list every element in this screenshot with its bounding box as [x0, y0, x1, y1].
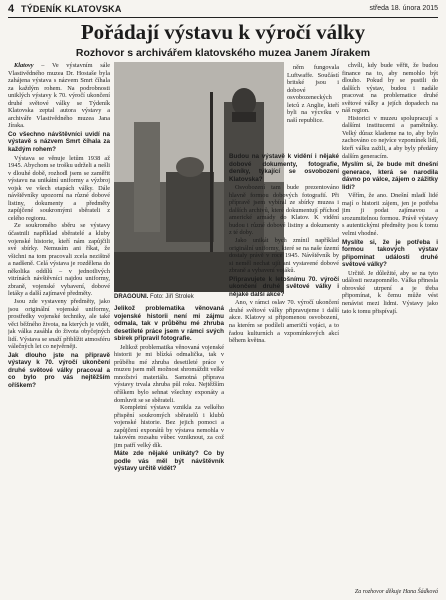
- question-4: Máte zde nějaké unikáty? Co by podle vás měl být návštěvník výstavy určitě vidět?: [114, 450, 224, 473]
- headline: Pořádají výstavu k výročí války: [80, 20, 366, 44]
- article-column-2: [114, 304, 224, 594]
- answer-paragraph: Určitě. Je důležité, aby se na tyto události nezapomnělo. Válka přinesla obrovské utrpení a je třeba připomínat, k čemu může vést nenávist mezi lidmi. Výstavy jako tato k tomu přispívají.: [342, 269, 438, 315]
- article-column-3-top: [287, 64, 339, 150]
- question-5: Budou na výstavě k vidění i nějaké dobové dokumenty, fotografie, deníky, týkající se osvobození Klatovska?: [229, 153, 339, 183]
- question-7: Myslím si, že bude mít dnešní generace, která se narodila dávno po válce, zájem o zážitky lidí?: [342, 161, 438, 191]
- answer-paragraph: Kompletní výstava vznikla za velkého přispění soukromých sběratelů i klubů vojenské historie. Bez jejich pomoci a zapůjčení exponátů by výstava nemohla v takovém rozsahu vůbec vzniknout, za což jim patří velký dík.: [114, 404, 224, 449]
- answer-paragraph: chvíli, kdy bude věřit, že budou finance na to, aby nemohlo být dlouho. Pokud by se pustili do dalších výstav, budou i nadále pracovat na problematice druhé světové války a jejích dopadech na náš region.: [342, 62, 438, 115]
- answer-paragraph: Ze soukromého sběru se výstavy účastnili například sběratelé a kluby vojenské historie, kteří nám zapůjčili své sbírky. Nemusím ani říkat, že všichni na tom pracovali zcela nezištně a nadšeně. Celá výstava je rozdělena do několika oddílů – v jednotlivých vitrínách návštěvníci najdou uniformy, zbraně, vojenské vybavení, dobové letáky a další zajímavé předměty.: [8, 222, 110, 298]
- question-2: Jak dlouho jste na přípravě výstavy k 70. výročí ukončení druhé světové války pracoval a co bylo pro vás nejtěžším oříškem?: [8, 351, 110, 389]
- masthead: [8, 3, 438, 17]
- interviewer-signature: Za rozhovor děkuje Hana Šádková: [354, 589, 438, 595]
- answer-paragraph: Historici v muzeu spolupracují s dalšími institucemi a pamětníky. Velký důraz klademe na to, aby bylo zachováno co nejvíce vzpomínek lidí, kteří válku zažili, a aby byly předány dalším generacím.: [342, 114, 438, 160]
- issue-date: středa 18. února 2015: [369, 5, 438, 12]
- lead-place: Klatovy: [14, 62, 34, 69]
- answer-paragraph: něm fungovala Luftwaffe. Součástí britské jsou i dobové osvobozeneckých letců z Anglie, kteří byli na výcviku v naší republice.: [287, 64, 339, 124]
- question-3: Jelikož problematika věnovaná vojenské historii není mi zájmu odmala, tak v průběhu mé zhruba desetileté práce jsem v rámci svých sbírek připravil fotografie.: [114, 305, 224, 343]
- subheadline: Rozhovor s archivářem klatovského muzea Janem Jírakem: [75, 47, 371, 59]
- lead-text: – Ve výstavním sále Vlastivědného muzea Dr. Hostaše byla zahájena výstava s názvem Smrt číhala za každým rohem. Na podrobnosti uniklých výstavy k 70. výročí ukončení druhé světové války se Týdeník Klatovska zeptal autora výstavy a archiváře Vlastivědného muzea Jana Jíraka.: [8, 62, 110, 130]
- answer-paragraph: Jelikož problematika věnovaná vojenské historii je mi blízká odmalička, tak v průběhu mé zhruba desetileté práce v muzeu jsem měl možnost shromáždit velké množství materiálu. Samotná příprava výstavy trvala zhruba půl roku. Nejtěžším oříškem bylo sehnat všechny exponáty a domluvit se se sběrateli.: [114, 343, 224, 404]
- article-column-4: [342, 62, 438, 594]
- question-6: Připravujete k letošnímu 70. výročí ukončení druhé světové války i nějaké další akce?: [229, 275, 339, 298]
- page-number: 4: [8, 3, 15, 15]
- question-8: Myslíte si, že je potřeba i formou takových výstav připomínat události druhé světové války?: [342, 238, 438, 269]
- question-1: Co všechno návštěvníci uvidí na výstavě s názvem Smrt číhala za každým rohem?: [8, 130, 110, 154]
- paper-name: TÝDENÍK KLATOVSKA: [21, 4, 122, 14]
- photo-credit: Foto: Jiří Strolek: [150, 294, 194, 300]
- article-column-1: [8, 62, 110, 594]
- answer-paragraph: Osvobození tam bude prezentováno hlavně formou dobových fotografií. Při přípravě jsem vybíral ze sbírky muzea i dalších archivů, které dokumentují příchod americké armády do Klatov. K vidění budou i různé dobové listiny a dokumenty z té doby.: [229, 184, 339, 237]
- answer-paragraph: Jako unikát bych zmínil například originální uniformy, které se na naše území dostaly právě v roce 1945. Návštěvník by si neměl nechat ujít ani vystavené dobové zbraně a vybavení vojáků.: [229, 237, 339, 275]
- answer-paragraph: Věřím, že ano. Dnešní mladí lidé mají o historii zájem, jen je potřeba jim ji podat zajímavou a srozumitelnou formou. Právě výstavy s autentickými předměty jsou k tomu velmi vhodné.: [342, 192, 438, 238]
- article-column-3: [229, 152, 339, 594]
- masthead-rule: [8, 17, 438, 18]
- answer-paragraph: Jsou zde vystaveny předměty, jako jsou originální vojenské uniformy, prostředky vojenské techniky, ale také věci běžného života, na kterých je vidět, jak válka zasáhla do života obyčejných lidí. Výstava se snaží přiblížit atmosféru válečných let co nejvěrněji.: [8, 297, 110, 351]
- answer-paragraph: Výstava se věnuje letům 1938 až 1945. Abychom se trošku udrželi a nešli v dlouhé době, rozhodl jsem se zaměřit výstavu na unikátní uniformy a výzbroj vojsk ve všech etapách války. Dále návštěvníky upozorní na různé dobové listiny, dokumenty a předměty zapůjčené soukromými sběrateli z celého regionu.: [8, 154, 110, 222]
- caption-title: DRAGOUNI.: [114, 294, 149, 300]
- answer-paragraph: Ano, v rámci oslav 70. výročí ukončení druhé světové války připravujeme i další akce. Klatovy si připomenou osvobození, na kterém se podíleli američtí vojáci, a to řadou kulturních a vzpomínkových akcí během května.: [229, 299, 339, 345]
